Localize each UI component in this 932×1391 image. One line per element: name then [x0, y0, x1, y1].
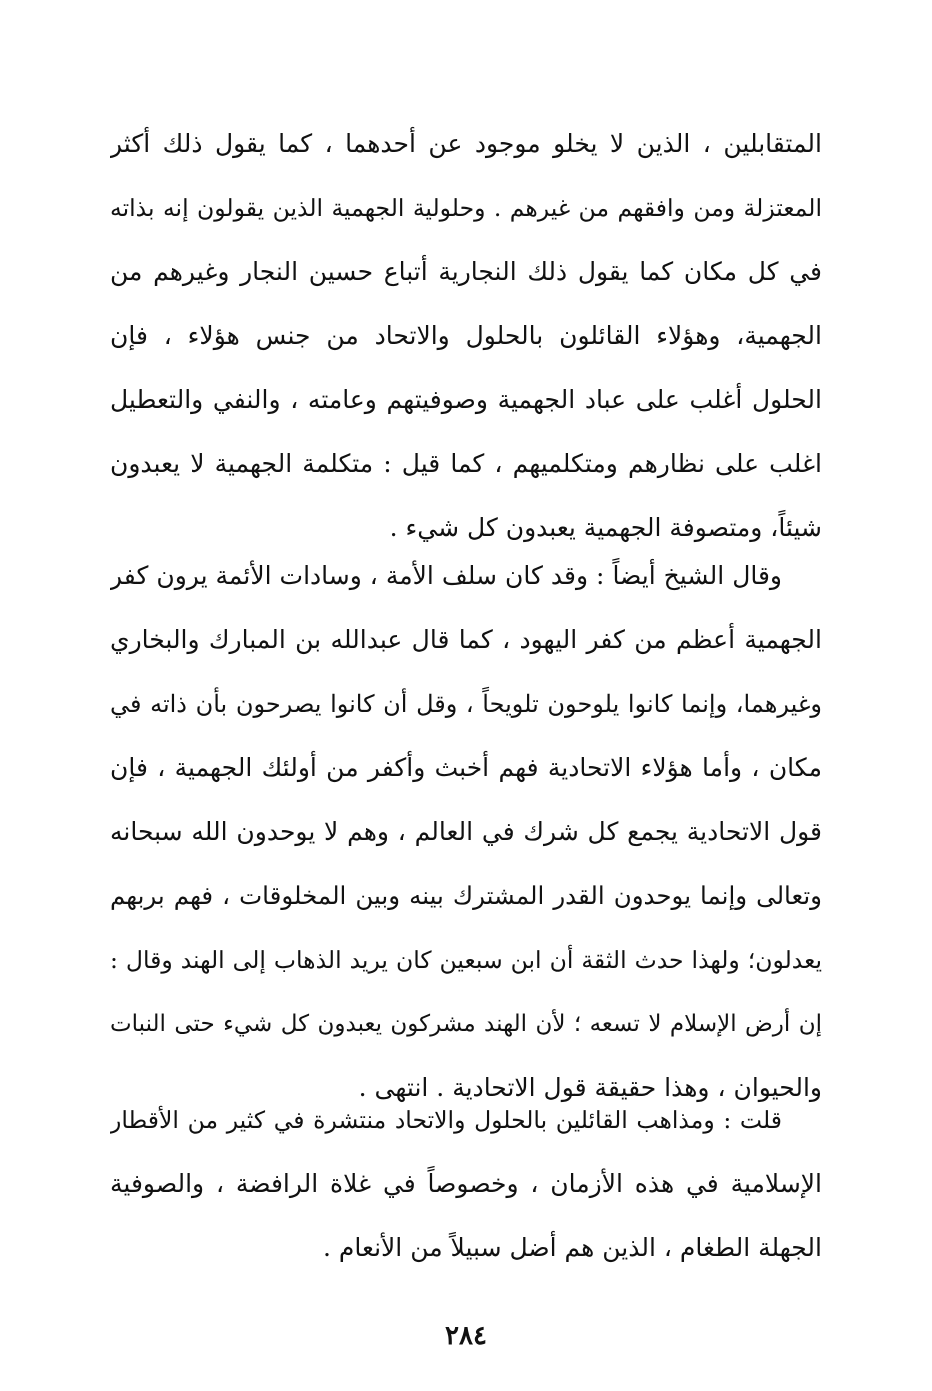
text-line: إن أرض الإسلام لا تسعه ؛ لأن الهند مشركون يعبدون كل شيء حتى النبات: [110, 1011, 822, 1037]
text-line: المتقابلين ، الذين لا يخلو موجود عن أحدهما ، كما يقول ذلك أكثر: [110, 129, 822, 158]
text-line: في كل مكان كما يقول ذلك النجارية أتباع حسين النجار وغيرهم من: [110, 257, 822, 286]
text-line: مكان ، وأما هؤلاء الاتحادية فهم أخبث وأكفر من أولئك الجهمية ، فإن: [110, 753, 822, 782]
text-line: اغلب على نظارهم ومتكلميهم ، كما قيل : متكلمة الجهمية لا يعبدون: [110, 449, 822, 478]
text-line: وتعالى وإنما يوحدون القدر المشترك بينه وبين المخلوقات ، فهم بربهم: [110, 881, 822, 910]
text-line: وقال الشيخ أيضاً : وقد كان سلف الأمة ، وسادات الأئمة يرون كفر: [110, 561, 782, 590]
text-line: والحيوان ، وهذا حقيقة قول الاتحادية . انتهى .: [358, 1073, 822, 1102]
paragraph-2: [110, 544, 822, 1120]
text-line: الجهمية، وهؤلاء القائلون بالحلول والاتحاد من جنس هؤلاء ، فإن: [110, 321, 822, 350]
text-line: الحلول أغلب على عباد الجهمية وصوفيتهم وعامته ، والنفي والتعطيل: [110, 385, 822, 414]
paragraph-3: [110, 1088, 822, 1280]
text-line: قلت : ومذاهب القائلين بالحلول والاتحاد منتشرة في كثير من الأقطار: [110, 1106, 782, 1134]
text-line: شيئاً، ومتصوفة الجهمية يعبدون كل شيء .: [389, 513, 822, 542]
text-line: يعدلون؛ ولهذا حدث الثقة أن ابن سبعين كان يريد الذهاب إلى الهند وقال :: [110, 946, 822, 974]
text-line: الجهمية أعظم من كفر اليهود ، كما قال عبدالله بن المبارك والبخاري: [110, 625, 822, 654]
page-number: ٢٨٤: [445, 1321, 487, 1351]
text-line: الجهلة الطغام ، الذين هم أضل سبيلاً من الأنعام .: [323, 1233, 822, 1262]
paragraph-1: [110, 112, 822, 560]
text-line: المعتزلة ومن وافقهم من غيرهم . وحلولية الجهمية الذين يقولون إنه بذاته: [110, 194, 822, 222]
text-line: الإسلامية في هذه الأزمان ، وخصوصاً في غلاة الرافضة ، والصوفية: [110, 1169, 822, 1198]
text-line: وغيرهما، وإنما كانوا يلوحون تلويحاً ، وقل أن كانوا يصرحون بأن ذاته في: [110, 690, 822, 718]
text-line: قول الاتحادية يجمع كل شرك في العالم ، وهم لا يوحدون الله سبحانه: [110, 817, 822, 846]
